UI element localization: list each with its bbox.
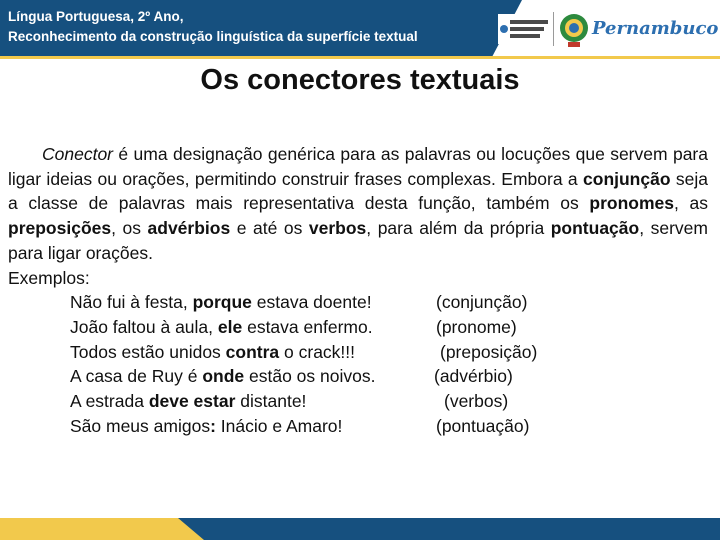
pernambuco-logo bbox=[558, 8, 719, 52]
example-sentence bbox=[70, 414, 342, 439]
paragraph-text: , servem para ligar orações. bbox=[8, 218, 708, 263]
example-text: estão os noivos. bbox=[244, 366, 376, 387]
term-preposicoes: preposições bbox=[8, 218, 112, 239]
logo-separator bbox=[553, 12, 554, 46]
example-sentence bbox=[70, 389, 306, 414]
header-band bbox=[0, 0, 492, 57]
example-row bbox=[8, 290, 708, 315]
example-text: distante! bbox=[235, 390, 307, 411]
example-class: (advérbio) bbox=[434, 366, 513, 387]
example-sentence bbox=[70, 364, 375, 389]
header-title bbox=[8, 7, 488, 47]
term-conector: Conector bbox=[42, 144, 114, 164]
example-class: (pronome) bbox=[436, 316, 517, 337]
paragraph-text: , para além da própria bbox=[366, 218, 551, 239]
example-class: (conjunção) bbox=[436, 292, 528, 313]
paragraph-text: seja a classe de palavras mais representativa desta função, também os bbox=[8, 168, 708, 214]
example-connector: : bbox=[210, 415, 216, 436]
example-text: o crack!!! bbox=[279, 341, 356, 362]
term-verbos: verbos bbox=[308, 218, 367, 239]
header bbox=[0, 0, 720, 60]
header-line-2: Reconhecimento da construção linguística da superfície textual bbox=[8, 29, 418, 44]
secretaria-educacao-logo bbox=[498, 12, 550, 46]
term-pronomes: pronomes bbox=[589, 193, 674, 214]
example-row bbox=[8, 414, 708, 439]
secretaria-logo-graphic bbox=[498, 12, 550, 46]
example-row bbox=[8, 389, 708, 414]
footer bbox=[0, 512, 720, 540]
example-sentence bbox=[70, 340, 355, 365]
example-row bbox=[8, 364, 708, 389]
definition-paragraph bbox=[8, 142, 708, 266]
example-row bbox=[8, 340, 708, 365]
term-pontuacao: pontuação bbox=[550, 218, 640, 239]
example-class: (pontuação) bbox=[436, 415, 530, 436]
example-connector: contra bbox=[225, 341, 280, 362]
body-text bbox=[8, 142, 708, 438]
paragraph-text: é uma designação genérica para as palavras ou locuções que servem para ligar ideias ou orações, permitindo construir frases complexas. Embora a bbox=[8, 144, 708, 189]
pernambuco-wordmark: Pernambuco bbox=[592, 18, 719, 39]
paragraph-text: e até os bbox=[230, 218, 309, 239]
example-text: Inácio e Amaro! bbox=[215, 415, 343, 436]
example-text: São meus amigos bbox=[70, 415, 211, 436]
example-text: A casa de Ruy é bbox=[70, 366, 203, 387]
example-text: João faltou à aula, bbox=[70, 316, 218, 337]
example-text: Não fui à festa, bbox=[70, 292, 193, 313]
footer-accent bbox=[0, 518, 178, 540]
example-class: (verbos) bbox=[444, 390, 509, 411]
example-connector: ele bbox=[217, 316, 243, 337]
examples-label: Exemplos: bbox=[8, 267, 90, 288]
example-sentence bbox=[70, 315, 373, 340]
example-connector: deve estar bbox=[148, 390, 236, 411]
pernambuco-coat-of-arms-icon bbox=[558, 10, 590, 50]
paragraph-text: , os bbox=[111, 218, 148, 239]
example-text: estava doente! bbox=[251, 292, 372, 313]
example-connector: porque bbox=[192, 292, 252, 313]
example-text: A estrada bbox=[70, 390, 149, 411]
example-text: Todos estão unidos bbox=[70, 341, 226, 362]
term-adverbios: advérbios bbox=[147, 218, 231, 239]
page-title: Os conectores textuais bbox=[200, 64, 520, 96]
example-class: (preposição) bbox=[440, 341, 538, 362]
example-sentence bbox=[70, 290, 372, 315]
paragraph-text: , as bbox=[673, 193, 708, 214]
example-text: estava enfermo. bbox=[242, 316, 373, 337]
header-line-1: Língua Portuguesa, 2º Ano, bbox=[8, 9, 184, 24]
example-row bbox=[8, 315, 708, 340]
term-conjuncao: conjunção bbox=[583, 168, 671, 189]
example-connector: onde bbox=[202, 366, 245, 387]
